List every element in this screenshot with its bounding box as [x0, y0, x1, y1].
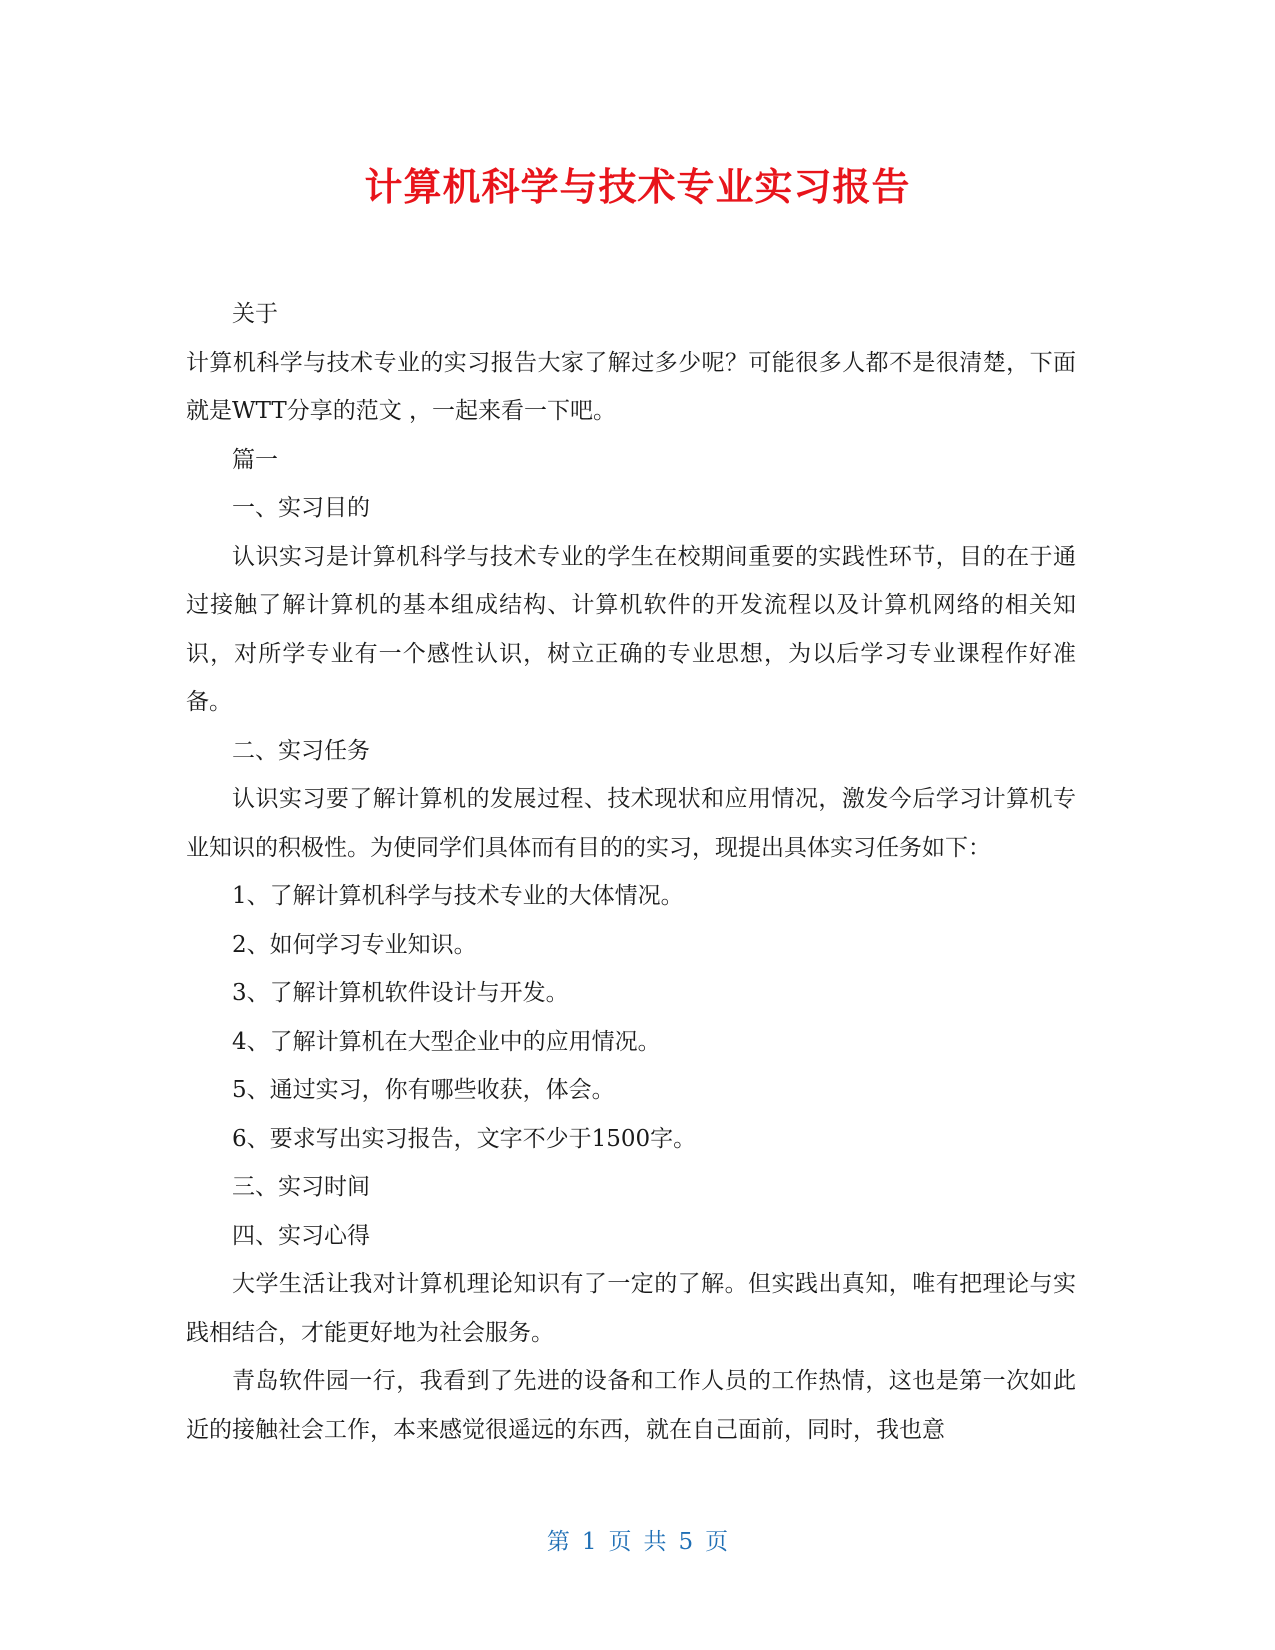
paragraph-5: 认识实习是计算机科学与技术专业的学生在校期间重要的实践性环节，目的在于通过接触了解计算机的基本组成结构、计算机软件的开发流程以及计算机网络的相关知识，对所学专业有一个感性认识，树立正确的专业思想，为以后学习专业课程作好准备。 — [186, 543, 1076, 715]
paragraph-1: 关于 — [232, 301, 278, 327]
page-footer — [0, 1527, 1275, 1557]
document-body — [186, 290, 1076, 1454]
list-item-4: 4、了解计算机在大型企业中的应用情况。 — [232, 1028, 661, 1055]
footer-page-label: 页 — [608, 1529, 632, 1555]
total-pages-number: 5 — [678, 1529, 694, 1555]
list-item-1: 1、了解计算机科学与技术专业的大体情况。 — [232, 883, 684, 909]
list-item-3: 3、了解计算机软件设计与开发。 — [232, 980, 569, 1006]
section-heading-1: 一、实习目的 — [232, 495, 370, 521]
list-item-2: 2、如何学习专业知识。 — [232, 931, 477, 958]
document-title: 计算机科学与技术专业实习报告 — [364, 165, 911, 209]
footer-total-prefix: 共 — [643, 1529, 667, 1555]
paragraph-16: 大学生活让我对计算机理论知识有了一定的了解。但实践出真知，唯有把理论与实践相结合，才能更好地为社会服务。 — [186, 1271, 1076, 1346]
list-item-6: 6、要求写出实习报告，文字不少于1500字。 — [232, 1125, 697, 1152]
paragraph-7: 认识实习要了解计算机的发展过程、技术现状和应用情况，激发今后学习计算机专业知识的积极性。为使同学们具体而有目的的实习，现提出具体实习任务如下： — [186, 786, 1076, 861]
paragraph-3: 篇一 — [232, 446, 278, 473]
section-heading-4: 四、实习心得 — [232, 1222, 370, 1249]
footer-prefix: 第 — [546, 1529, 570, 1555]
section-heading-2: 二、实习任务 — [232, 737, 370, 764]
paragraph-17: 青岛软件园一行，我看到了先进的设备和工作人员的工作热情，这也是第一次如此近的接触社会工作，本来感觉很遥远的东西，就在自己面前，同时，我也意 — [186, 1368, 1076, 1443]
paragraph-2: 计算机科学与技术专业的实习报告大家了解过多少呢？可能很多人都不是很清楚，下面就是WTT分享的范文 ，一起来看一下吧。 — [186, 349, 1076, 424]
section-heading-3: 三、实习时间 — [232, 1174, 370, 1200]
current-page-number: 1 — [581, 1529, 597, 1555]
list-item-5: 5、通过实习，你有哪些收获，体会。 — [232, 1077, 615, 1103]
footer-suffix: 页 — [705, 1529, 729, 1555]
